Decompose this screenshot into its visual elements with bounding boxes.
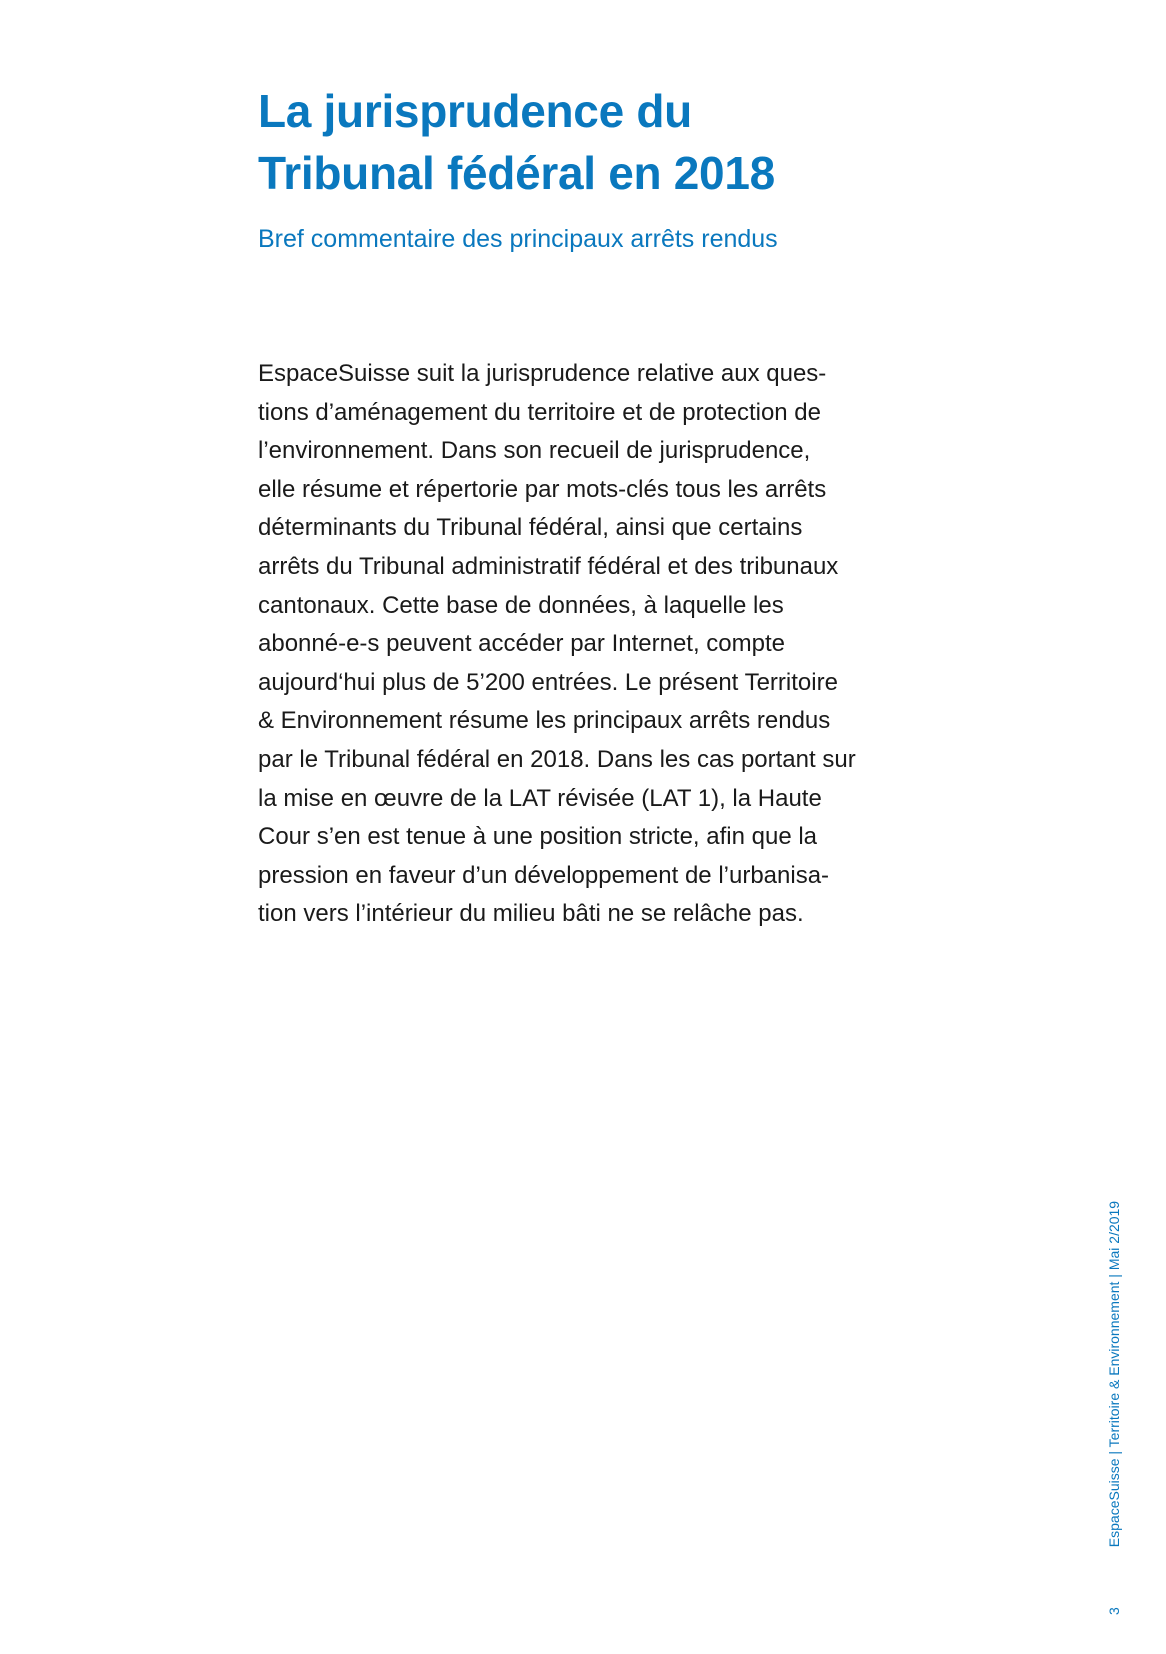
page-number: 3 [1106,1607,1122,1615]
body-line: la mise en œuvre de la LAT révisée (LAT 1), la Haute [258,784,822,812]
body-line: tion vers l’intérieur du milieu bâti ne se relâche pas. [258,900,804,928]
body-line: l’environnement. Dans son recueil de jurisprudence, [258,437,811,465]
body-line: elle résume et répertorie par mots-clés tous les arrêts [258,475,827,503]
page-title [258,80,978,204]
page-subtitle: Bref commentaire des principaux arrêts rendus [258,225,778,253]
body-line: cantonaux. Cette base de données, à laquelle les [258,591,784,619]
publication-info: EspaceSuisse | Territoire & Environnement | Mai 2/2019 [1106,1200,1122,1548]
body-line: arrêts du Tribunal administratif fédéral et des tribunaux [258,552,839,580]
body-line: EspaceSuisse suit la jurisprudence relative aux ques- [258,360,827,387]
title-line-2: Tribunal fédéral en 2018 [258,147,775,199]
body-line: déterminants du Tribunal fédéral, ainsi que certains [258,514,803,542]
body-line: abonné-e-s peuvent accéder par Internet, compte [258,630,785,658]
body-line: par le Tribunal fédéral en 2018. Dans les cas portant sur [258,745,856,773]
body-line: pression en faveur d’un développement de l’urbanisa- [258,861,830,889]
body-line: tions d’aménagement du territoire et de protection de [258,398,822,426]
intro-paragraph [258,355,918,934]
body-line: aujourd‘hui plus de 5’200 entrées. Le présent Territoire [258,668,838,696]
page-footer [1105,1201,1123,1615]
body-line: Cour s’en est tenue à une position stricte, afin que la [258,823,818,851]
title-line-1: La jurisprudence du [258,85,692,137]
body-line: & Environnement résume les principaux arrêts rendus [258,707,831,735]
